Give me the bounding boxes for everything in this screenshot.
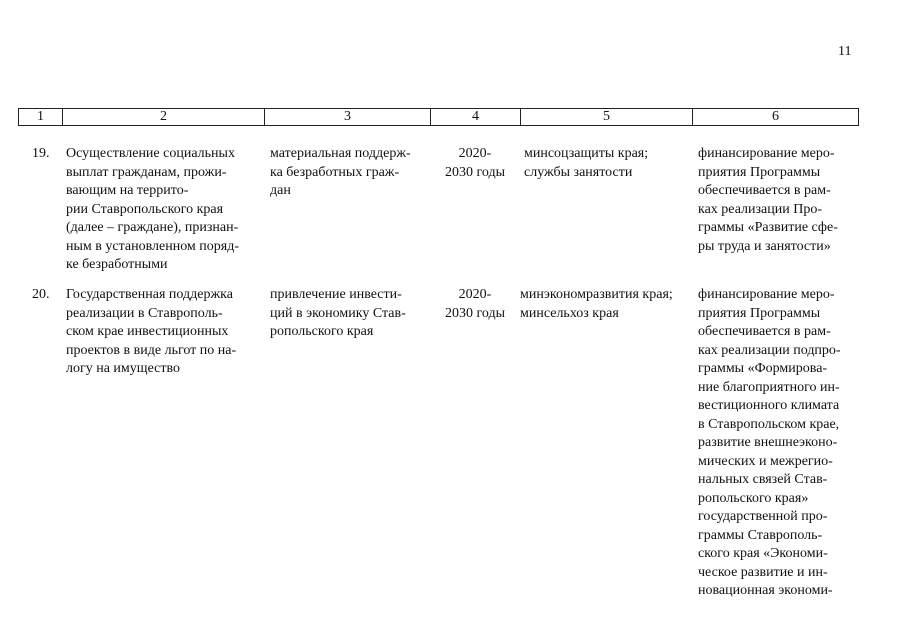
column-header-2: 2 [63,109,265,126]
row-number: 20. [32,287,50,302]
text-line: минсоцзащиты края; [524,146,649,161]
executor-cell [520,286,696,323]
text-line: ках реализации подпро- [698,342,841,358]
text-line: минсельхоз края [520,305,619,321]
text-line: приятия Программы [698,305,821,321]
text-line: вающим на террито- [66,183,189,198]
measure-cell [66,286,258,379]
text-line: Осуществление социальных [66,146,235,161]
text-line: 2020- [458,146,492,161]
text-line: ций в экономику Став- [270,305,406,321]
term-cell [430,286,520,323]
text-line: ропольского края [270,324,374,339]
text-line: граммы Ставрополь- [698,527,823,543]
text-line: (далее – граждане), признан- [66,220,239,235]
text-line: ческое развитие и ин- [698,564,828,580]
text-line: выплат гражданам, прожи- [66,164,227,180]
text-line: материальная поддерж- [270,146,411,161]
text-line: вестиционного климата [698,398,840,413]
executor-cell [524,145,694,182]
text-line: новационная экономи- [698,583,833,598]
text-line: государственной про- [698,509,828,524]
text-line: мических и межрегио- [698,453,833,469]
text-line: в Ставропольском крае, [698,416,840,432]
column-header-1: 1 [19,109,63,126]
text-line: привлечение инвести- [270,287,402,302]
term-cell [430,145,520,182]
text-line: граммы «Развитие сфе- [698,220,838,235]
text-line: нальных связей Став- [698,472,828,487]
text-line: ние благоприятного ин- [698,379,840,395]
text-line: ского края «Экономи- [698,546,828,561]
text-line: логу на имущество [66,361,180,376]
text-line: граммы «Формирова- [698,361,828,376]
text-line: 2020- [458,287,492,302]
text-line: рии Ставропольского края [66,201,224,217]
column-header-4: 4 [431,109,521,126]
text-line: ры труда и занятости» [698,238,831,254]
text-line: обеспечивается в рам- [698,324,831,339]
page-number: 11 [838,44,852,59]
text-line: Государственная поддержка [66,287,233,302]
text-line: реализации в Ставрополь- [66,305,223,321]
table-header-row [18,108,859,126]
text-line: ке безработными [66,257,168,272]
text-line: ках реализации Про- [698,201,822,217]
text-line: ском крае инвестиционных [66,324,229,339]
text-line: обеспечивается в рам- [698,183,831,198]
column-header-5: 5 [521,109,693,126]
result-cell [270,145,424,201]
text-line: проектов в виде льгот по на- [66,342,237,358]
note-cell [698,286,852,601]
text-line: развитие внешнеэконо- [698,435,838,450]
text-line: ным в установленном поряд- [66,238,239,254]
result-cell [270,286,424,342]
note-cell [698,145,852,256]
text-line: минэкономразвития края; [520,287,673,302]
text-line: ропольского края» [698,490,809,506]
text-line: приятия Программы [698,164,821,180]
column-header-6: 6 [693,109,859,126]
text-line: ка безработных граж- [270,164,400,180]
text-line: финансирование меро- [698,287,835,302]
measure-cell [66,145,258,275]
text-line: службы занятости [524,164,633,180]
row-number: 19. [32,146,50,161]
column-header-3: 3 [265,109,431,126]
text-line: 2030 годы [444,305,506,321]
text-line: дан [270,183,291,198]
text-line: финансирование меро- [698,146,835,161]
text-line: 2030 годы [444,164,506,180]
